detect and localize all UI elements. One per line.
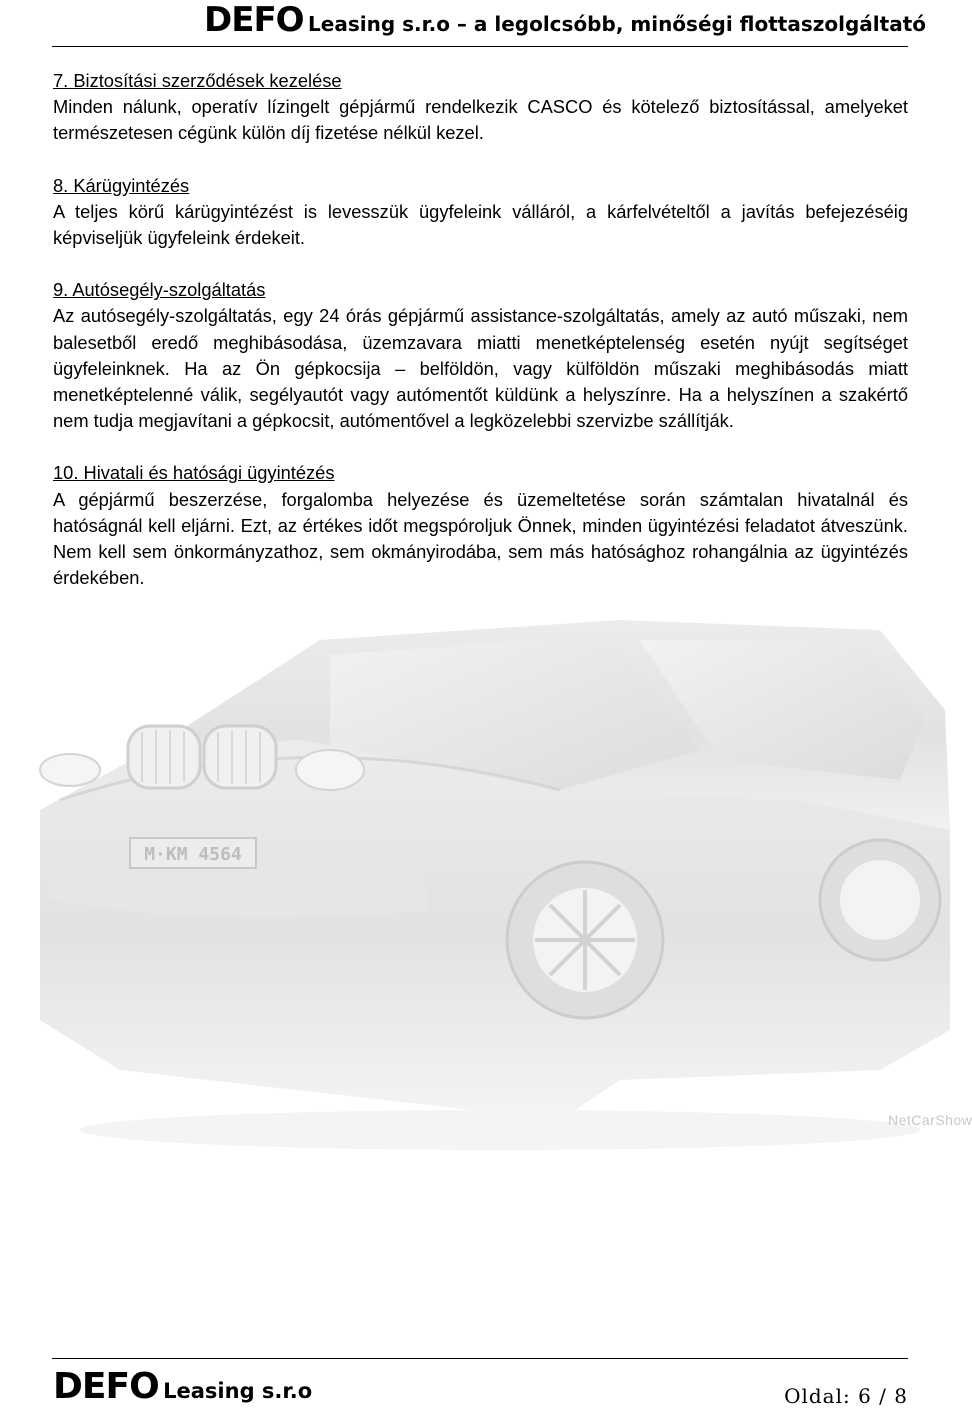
section-title: 7. Biztosítási szerződések kezelése (53, 70, 342, 91)
section-administration (53, 460, 908, 591)
footer-divider (52, 1358, 908, 1359)
section-text: A gépjármű beszerzése, forgalomba helyezése és üzemeltetése során számtalan hivatalnál és hatóságnál kell eljárni. Ezt, az értékes időt megspóroljuk Önnek, minden ügyintézési feladatot átveszünk. Nem kell sem önkormányzathoz, sem okmányirodába, sem más hatósághoz rohangálnia az ügyintézés érdekében. (53, 488, 908, 589)
header-divider (52, 46, 908, 47)
page-header (204, 0, 960, 42)
image-watermark: NetCarShow (888, 1112, 972, 1128)
header-brand: DEFO (204, 0, 304, 40)
document-body (53, 68, 908, 617)
section-text: Az autósegély-szolgáltatás, egy 24 órás gépjármű assistance-szolgáltatás, amely az autó műszaki, nem balesetből eredő meghibásodása, üzemzavara miatti menetképtelenség esetén nyújt segítséget ügyfeleinknek. Ha az Ön gépkocsija – belföldön, vagy külföldön műszaki meghibásodás miatt menetképtelenné válik, segélyautót vagy autómentőt küldünk a helyszínre. Ha a helyszínen a szakértő nem tudja megjavítani a gépkocsit, autómentővel a legközelebbi szervizbe szállítják. (53, 305, 908, 432)
section-insurance (53, 68, 908, 147)
license-plate-text: M·KM 4564 (144, 844, 242, 865)
footer-brand-name: DEFO (53, 1366, 159, 1407)
section-text: A teljes körű kárügyintézést is levesszük ügyfeleink válláról, a kárfelvételtől a javítás befejezéséig képviseljük ügyfeleink érdekeit. (53, 200, 908, 249)
car-background-image (0, 600, 960, 1160)
section-title: 10. Hivatali és hatósági ügyintézés (53, 462, 335, 484)
section-text: Minden nálunk, operatív lízingelt gépjármű rendelkezik CASCO és kötelező biztosítással, amelyeket természetesen cégünk külön díj fizetése nélkül kezel. (53, 96, 908, 144)
section-title: 8. Kárügyintézés (53, 174, 190, 196)
page-number: Oldal: 6 / 8 (784, 1384, 908, 1408)
footer-brand (53, 1366, 312, 1407)
footer-brand-sub: Leasing s.r.o (163, 1379, 313, 1403)
section-claims (53, 173, 908, 252)
section-roadside-assistance (53, 277, 908, 434)
header-tagline: Leasing s.r.o – a legolcsóbb, minőségi flottaszolgáltató (308, 12, 926, 36)
section-title: 9. Autósegély-szolgáltatás (53, 279, 266, 301)
